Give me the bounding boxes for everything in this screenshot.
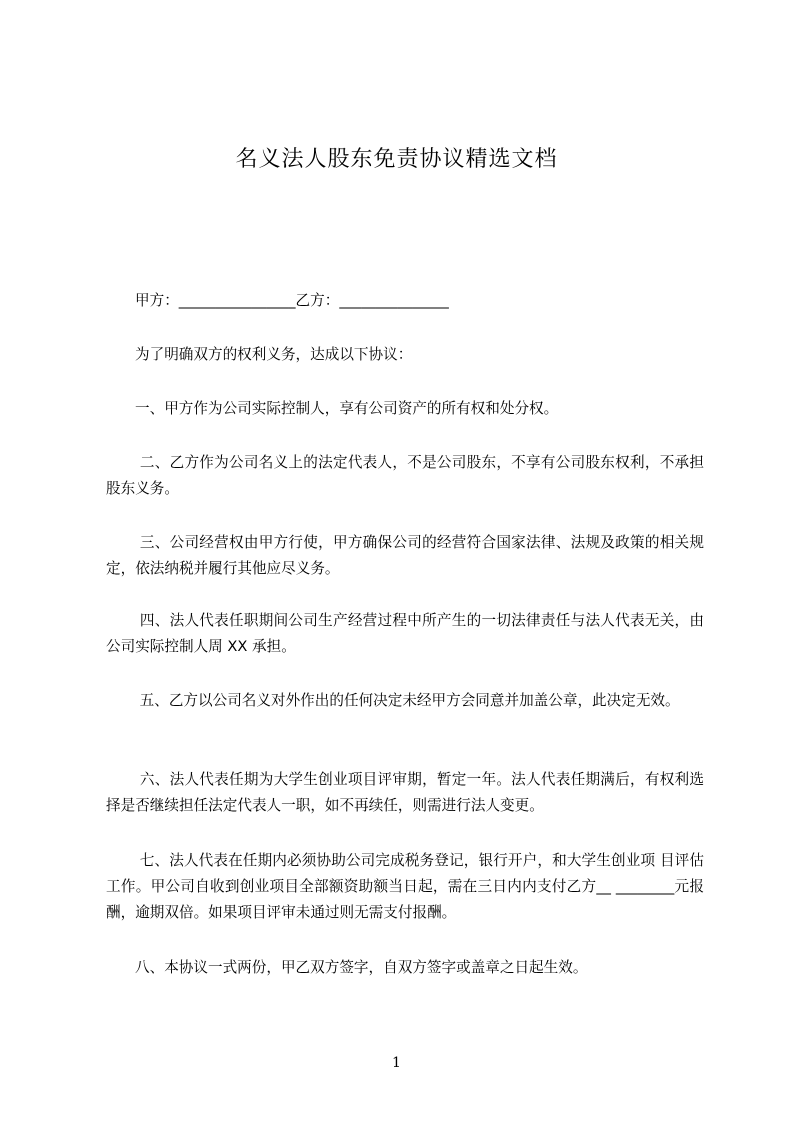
clause-6: 六、法人代表任期为大学生创业项目评审期，暂定一年。法人代表任期满后，有权利选择是否继续担任法定代表人一职，如不再续任，则需进行法人变更。 xyxy=(106,771,704,814)
clause-2: 二、乙方作为公司名义上的法定代表人，不是公司股东，不享有公司股东权利，不承担股东义务。 xyxy=(106,454,704,497)
document-title: 名义法人股东免责协议精选文档 xyxy=(235,147,558,172)
clause-3: 三、公司经营权由甲方行使，甲方确保公司的经营符合国家法律、法规及政策的相关规定，依法纳税并履行其他应尽义务。 xyxy=(106,534,704,577)
clause-4: 四、法人代表任职期间公司生产经营过程中所产生的一切法律责任与法人代表无关，由公司实际控制人周 XX 承担。 xyxy=(106,612,704,655)
parties-line: 甲方：________________乙方：_______________ xyxy=(135,292,449,309)
clause-7: 七、法人代表在任期内必须协助公司完成税务登记，银行开户，和大学生创业项 目评估工作。甲公司自收到创业项目全部额资助额当日起，需在三日内内支付乙方__ ________元报酬，逾期双倍。如果项目评审未通过则无需支付报酬。 xyxy=(106,852,704,921)
intro-text: 为了明确双方的权利义务，达成以下协议： xyxy=(135,346,413,363)
page-number: 1 xyxy=(392,1055,401,1071)
clause-5: 五、乙方以公司名义对外作出的任何决定未经甲方会同意并加盖公章，此决定无效。 xyxy=(135,692,680,709)
clause-8: 八、本协议一式两份，甲乙双方签字，自双方签字或盖章之日起生效。 xyxy=(135,959,588,976)
clause-1: 一、甲方作为公司实际控制人，享有公司资产的所有权和处分权。 xyxy=(135,400,559,417)
